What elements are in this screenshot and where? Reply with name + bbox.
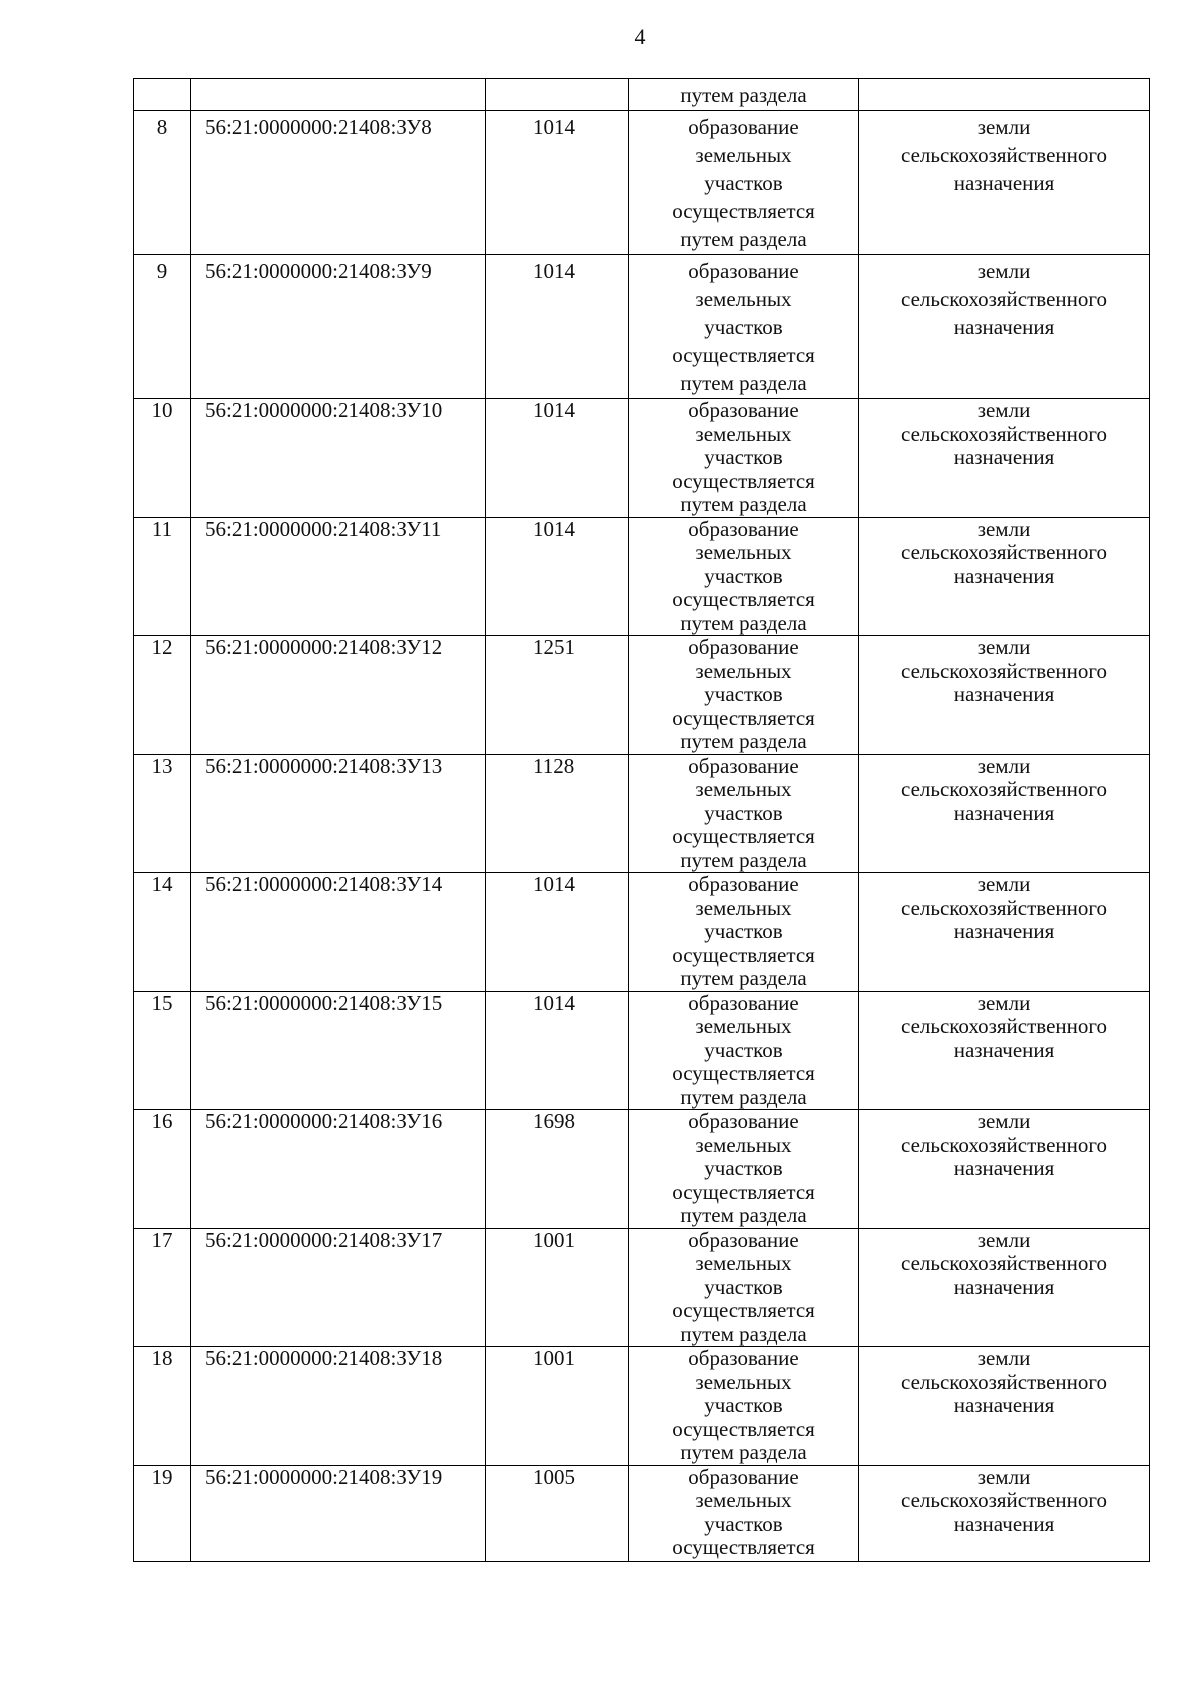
table-row [134, 991, 1150, 1110]
method-line: путем раздела [680, 610, 807, 635]
method-line: образование [688, 1109, 799, 1133]
table-row [134, 754, 1150, 873]
method-line: участков [704, 1037, 783, 1062]
row-number-cell: 19 [134, 1465, 191, 1561]
formation-method-cell [629, 1228, 859, 1347]
formation-method-cell [629, 1465, 859, 1561]
method-line: земельных [695, 143, 792, 167]
method-line: образование [688, 872, 799, 896]
cadastral-cell [191, 79, 486, 111]
category-line: сельскохозяйственного [901, 1132, 1107, 1157]
category-line: земли [977, 872, 1031, 896]
method-line: образование [688, 1346, 799, 1370]
category-line: назначения [953, 1037, 1055, 1062]
method-line: образование [688, 115, 799, 139]
method-line: осуществляется [672, 1298, 815, 1322]
category-line: назначения [953, 800, 1055, 825]
land-category-cell [859, 991, 1150, 1110]
area-cell: 1014 [486, 873, 629, 992]
category-line: земли [977, 1346, 1031, 1370]
method-line: путем раздела [680, 729, 807, 753]
method-line: земельных [695, 1251, 792, 1275]
formation-method-cell [629, 255, 859, 399]
land-category-cell [859, 111, 1150, 255]
category-line: земли [977, 517, 1031, 541]
category-line: земли [977, 1465, 1031, 1489]
land-category-cell [859, 255, 1150, 399]
land-category-cell [859, 636, 1150, 755]
method-line: образование [688, 517, 799, 541]
method-line: образование [688, 1465, 799, 1489]
table-row [134, 873, 1150, 992]
land-category-cell [859, 873, 1150, 992]
formation-method-cell [629, 517, 859, 636]
land-category-cell [859, 1347, 1150, 1466]
method-line: участков [704, 171, 783, 195]
cadastral-number-cell: 56:21:0000000:21408:ЗУ8 [191, 111, 486, 255]
area-cell: 1698 [486, 1110, 629, 1229]
method-line: земельных [695, 1132, 792, 1157]
method-line: путем раздела [680, 492, 807, 516]
category-line: сельскохозяйственного [901, 421, 1107, 446]
continuation-row [134, 79, 1150, 111]
table-row [134, 111, 1150, 255]
area-cell: 1251 [486, 636, 629, 755]
method-line: участков [704, 1156, 783, 1180]
method-cell: путем раздела [629, 79, 859, 111]
method-line: участков [704, 445, 783, 469]
method-line: земельных [695, 287, 792, 311]
method-line: путем раздела [680, 227, 807, 251]
category-line: земли [977, 754, 1031, 778]
method-line: земельных [695, 1488, 792, 1512]
method-line: земельных [695, 421, 792, 446]
category-line: сельскохозяйственного [901, 895, 1107, 920]
method-line: участков [704, 563, 783, 588]
table-row [134, 1347, 1150, 1466]
method-line: образование [688, 754, 799, 778]
area-cell: 1128 [486, 754, 629, 873]
cadastral-number-cell: 56:21:0000000:21408:ЗУ11 [191, 517, 486, 636]
area-cell: 1014 [486, 517, 629, 636]
method-line: земельных [695, 895, 792, 920]
formation-method-cell [629, 1347, 859, 1466]
method-line: осуществляется [672, 343, 815, 367]
area-cell: 1014 [486, 111, 629, 255]
method-line: образование [688, 398, 799, 422]
method-line: участков [704, 1274, 783, 1299]
row-number-cell: 17 [134, 1228, 191, 1347]
table-row [134, 1465, 1150, 1561]
land-category-cell [859, 1110, 1150, 1229]
method-line: образование [688, 1228, 799, 1252]
area-cell: 1014 [486, 991, 629, 1110]
num-cell [134, 79, 191, 111]
method-line: путем раздела [680, 1203, 807, 1227]
formation-method-cell [629, 873, 859, 992]
method-line: осуществляется [672, 1061, 815, 1085]
method-line: земельных [695, 1014, 792, 1038]
formation-method-cell [629, 754, 859, 873]
land-category-cell [859, 399, 1150, 518]
category-line: сельскохозяйственного [901, 287, 1107, 311]
category-line: сельскохозяйственного [901, 143, 1107, 167]
category-line: назначения [953, 1156, 1055, 1180]
category-line: назначения [953, 171, 1055, 195]
category-line: земли [977, 398, 1031, 422]
parcel-table [133, 78, 1150, 1562]
method-line: образование [688, 991, 799, 1015]
table-row [134, 517, 1150, 636]
land-category-cell [859, 517, 1150, 636]
method-line: осуществляется [672, 587, 815, 611]
category-line: назначения [953, 682, 1055, 706]
category-line: земли [977, 1228, 1031, 1252]
category-line: сельскохозяйственного [901, 1014, 1107, 1038]
method-line: путем раздела [680, 1440, 807, 1464]
row-number-cell: 18 [134, 1347, 191, 1466]
row-number-cell: 11 [134, 517, 191, 636]
cadastral-number-cell: 56:21:0000000:21408:ЗУ13 [191, 754, 486, 873]
method-line: путем раздела [680, 1321, 807, 1346]
cadastral-number-cell: 56:21:0000000:21408:ЗУ16 [191, 1110, 486, 1229]
table-row [134, 399, 1150, 518]
cadastral-number-cell: 56:21:0000000:21408:ЗУ9 [191, 255, 486, 399]
method-line: осуществляется [672, 468, 815, 493]
category-line: земли [977, 115, 1031, 139]
category-line: назначения [953, 315, 1055, 339]
row-number-cell: 15 [134, 991, 191, 1110]
method-line: участков [704, 800, 783, 825]
category-line: сельскохозяйственного [901, 1369, 1107, 1394]
category-line: земли [977, 635, 1031, 659]
category-cell [859, 79, 1150, 111]
method-line: осуществляется [672, 1535, 815, 1559]
category-line: назначения [953, 445, 1055, 469]
table-row [134, 1228, 1150, 1347]
method-line: путем раздела [680, 966, 807, 990]
method-line: земельных [695, 777, 792, 801]
method-line: участков [704, 315, 783, 339]
method-line: земельных [695, 1369, 792, 1394]
category-line: сельскохозяйственного [901, 1488, 1107, 1512]
method-line: осуществляется [672, 199, 815, 223]
table-row [134, 636, 1150, 755]
area-cell: 1014 [486, 255, 629, 399]
category-line: земли [977, 991, 1031, 1015]
method-line: участков [704, 919, 783, 943]
row-number-cell: 13 [134, 754, 191, 873]
area-cell: 1014 [486, 399, 629, 518]
land-category-cell [859, 1228, 1150, 1347]
category-line: назначения [953, 1393, 1055, 1417]
method-line: осуществляется [672, 705, 815, 730]
land-category-cell [859, 754, 1150, 873]
row-number-cell: 14 [134, 873, 191, 992]
area-cell: 1001 [486, 1228, 629, 1347]
method-line: земельных [695, 658, 792, 683]
land-category-cell [859, 1465, 1150, 1561]
formation-method-cell [629, 1110, 859, 1229]
category-line: назначения [953, 1511, 1055, 1536]
method-line: образование [688, 259, 799, 283]
method-line: участков [704, 682, 783, 706]
cadastral-number-cell: 56:21:0000000:21408:ЗУ18 [191, 1347, 486, 1466]
method-line: образование [688, 635, 799, 659]
cadastral-number-cell: 56:21:0000000:21408:ЗУ19 [191, 1465, 486, 1561]
method-line: участков [704, 1511, 783, 1536]
row-number-cell: 8 [134, 111, 191, 255]
method-line: путем раздела [680, 371, 807, 395]
row-number-cell: 10 [134, 399, 191, 518]
method-line: земельных [695, 540, 792, 564]
method-line: осуществляется [672, 1416, 815, 1441]
table-row [134, 255, 1150, 399]
category-line: назначения [953, 563, 1055, 588]
method-line: осуществляется [672, 942, 815, 967]
category-line: сельскохозяйственного [901, 777, 1107, 801]
area-cell: 1005 [486, 1465, 629, 1561]
method-line: путем раздела [680, 1084, 807, 1109]
area-cell [486, 79, 629, 111]
category-line: сельскохозяйственного [901, 540, 1107, 564]
category-line: назначения [953, 919, 1055, 943]
method-line: осуществляется [672, 1179, 815, 1204]
formation-method-cell [629, 636, 859, 755]
category-line: земли [977, 1109, 1031, 1133]
page-number: 4 [634, 24, 646, 49]
category-line: сельскохозяйственного [901, 1251, 1107, 1275]
category-line: назначения [953, 1274, 1055, 1299]
cadastral-number-cell: 56:21:0000000:21408:ЗУ12 [191, 636, 486, 755]
cadastral-number-cell: 56:21:0000000:21408:ЗУ17 [191, 1228, 486, 1347]
table-row [134, 1110, 1150, 1229]
cadastral-number-cell: 56:21:0000000:21408:ЗУ10 [191, 399, 486, 518]
row-number-cell: 16 [134, 1110, 191, 1229]
row-number-cell: 9 [134, 255, 191, 399]
formation-method-cell [629, 991, 859, 1110]
category-line: земли [977, 259, 1031, 283]
cadastral-number-cell: 56:21:0000000:21408:ЗУ15 [191, 991, 486, 1110]
area-cell: 1001 [486, 1347, 629, 1466]
formation-method-cell [629, 399, 859, 518]
formation-method-cell [629, 111, 859, 255]
method-line: участков [704, 1393, 783, 1417]
row-number-cell: 12 [134, 636, 191, 755]
cadastral-number-cell: 56:21:0000000:21408:ЗУ14 [191, 873, 486, 992]
method-line: осуществляется [672, 824, 815, 848]
method-line: путем раздела [680, 847, 807, 872]
category-line: сельскохозяйственного [901, 658, 1107, 683]
